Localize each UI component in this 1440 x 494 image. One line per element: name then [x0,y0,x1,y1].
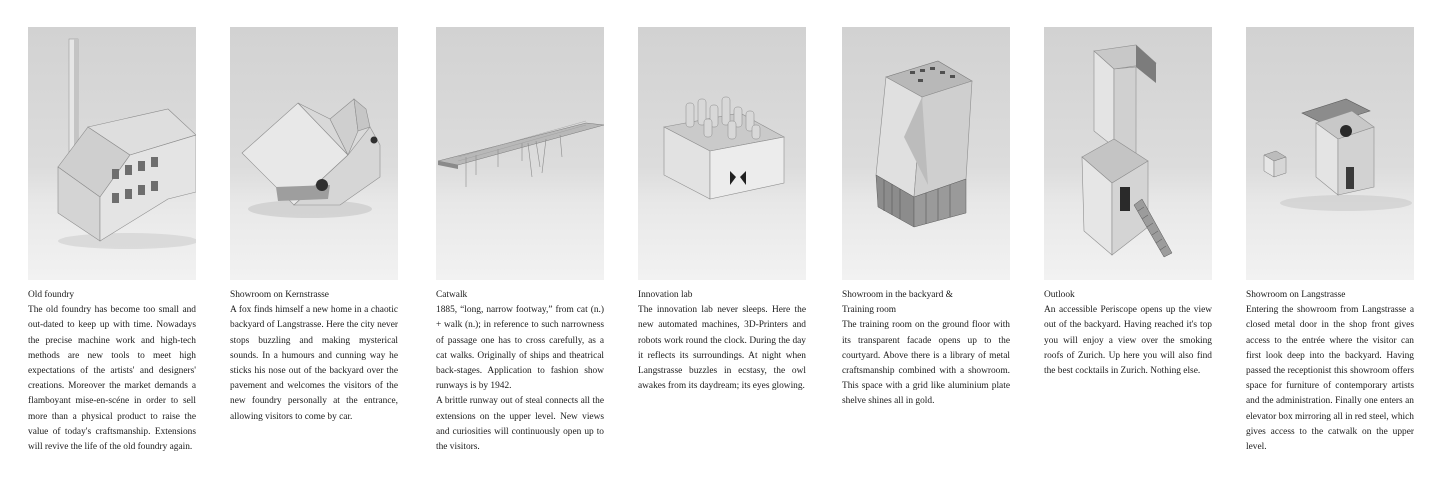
panel-paragraph: The old foundry has become too small and out-dated to keep up with time. Nowadays the precise machine work and high-tech methods are new tools to meet high expectations of the artists' and designers' creations. Moreover the market demands a flamboyant mise-en-scéne in order to sell more than a physical product to raise the value of today's craftsmanship. Extensions will revive the life of the old foundry again. [28,305,196,453]
panel-title: Old foundry [28,290,75,300]
outlook-model-image [1044,27,1212,280]
panel-showroom-kernstrasse [230,27,398,425]
panel-title: Showroom in the backyard & [842,290,953,300]
old-foundry-model-image [28,27,196,280]
panel-paragraph: 1885, “long, narrow footway,” from cat (n.) + walk (n.); in reference to such narrowness of passage one has to cross carefully, as a cat walks. Originally of ships and theatrical back-stages. Application to fashion show runways is by 1942. [436,305,604,392]
model-photo-outlook [1044,27,1212,280]
panel-old-foundry [28,27,196,455]
panel-paragraph: The training room on the ground floor with its transparent facade opens up to the courtyard. Above there is a library of metal craftsmanship combined with a showroom. This space with a grid like aluminium plate shelve shines all in gold. [842,320,1010,407]
model-photo-catwalk [436,27,604,280]
model-photo-innovation-lab [638,27,806,280]
panel-title: Showroom on Kernstrasse [230,290,329,300]
panel-title: Outlook [1044,290,1075,300]
panel-paragraph: A brittle runway out of steal connects all the extensions on the upper level. New views and curiosities will continuously open up to the visitors. [436,396,604,453]
panel-title: Showroom on Langstrasse [1246,290,1346,300]
panel-showroom-backyard [842,27,1010,410]
model-photo-showroom-kernstrasse [230,27,398,280]
model-photo-showroom-backyard [842,27,1010,280]
panel-title: Innovation lab [638,290,693,300]
panel-outlook [1044,27,1212,379]
panel-paragraph: An accessible Periscope opens up the view out of the backyard. Having reached it's top you will enjoy a view over the smoking roofs of Zurich. Up here you will also find the best cocktails in Zurich. Nothing else. [1044,305,1212,377]
catwalk-model-image [436,27,604,280]
innovation-lab-model-image [638,27,806,280]
panel-description [230,303,398,425]
panel-description [842,318,1010,409]
panel-innovation-lab [638,27,806,394]
panel-title-second-line: Training room [842,305,897,316]
panel-paragraph: The innovation lab never sleeps. Here the new automated machines, 3D-Printers and robots work round the clock. During the day it reflects its surroundings. At night when Langstrasse buzzles in ecstasy, the owl awakes from its daydream; its eyes glowing. [638,305,806,392]
panel-showroom-langstrasse [1246,27,1414,455]
panel-title: Catwalk [436,290,468,300]
panel-description [638,303,806,394]
panel-paragraph: Entering the showroom from Langstrasse a closed metal door in the shop front gives access to the entrée where the visitor can first look deep into the backyard. Having passed the receptionist this showroom offers space for furniture of contemporary artists and the administration. Finally one enters an elevator box mirroring all in red steel, which gives access to the catwalk on the upper level. [1246,305,1414,453]
panel-catwalk [436,27,604,455]
showroom-kernstrasse-model-image [230,27,398,280]
model-photo-showroom-langstrasse [1246,27,1414,280]
model-photo-old-foundry [28,27,196,280]
panel-description [28,303,196,455]
showroom-langstrasse-model-image [1246,27,1414,280]
panel-description [436,303,604,455]
panel-paragraph: A fox finds himself a new home in a chaotic backyard of Langstrasse. Here the city never stops buzzling and making mysterical sounds. In a humours and cunning way he sticks his nose out of the backyard over the pavement and welcomes the visitors of the new foundry personally at the entrance, allowing visitors to come by car. [230,305,398,422]
panel-description [1044,303,1212,379]
panel-description [1246,303,1414,455]
showroom-backyard-model-image [842,27,1010,280]
